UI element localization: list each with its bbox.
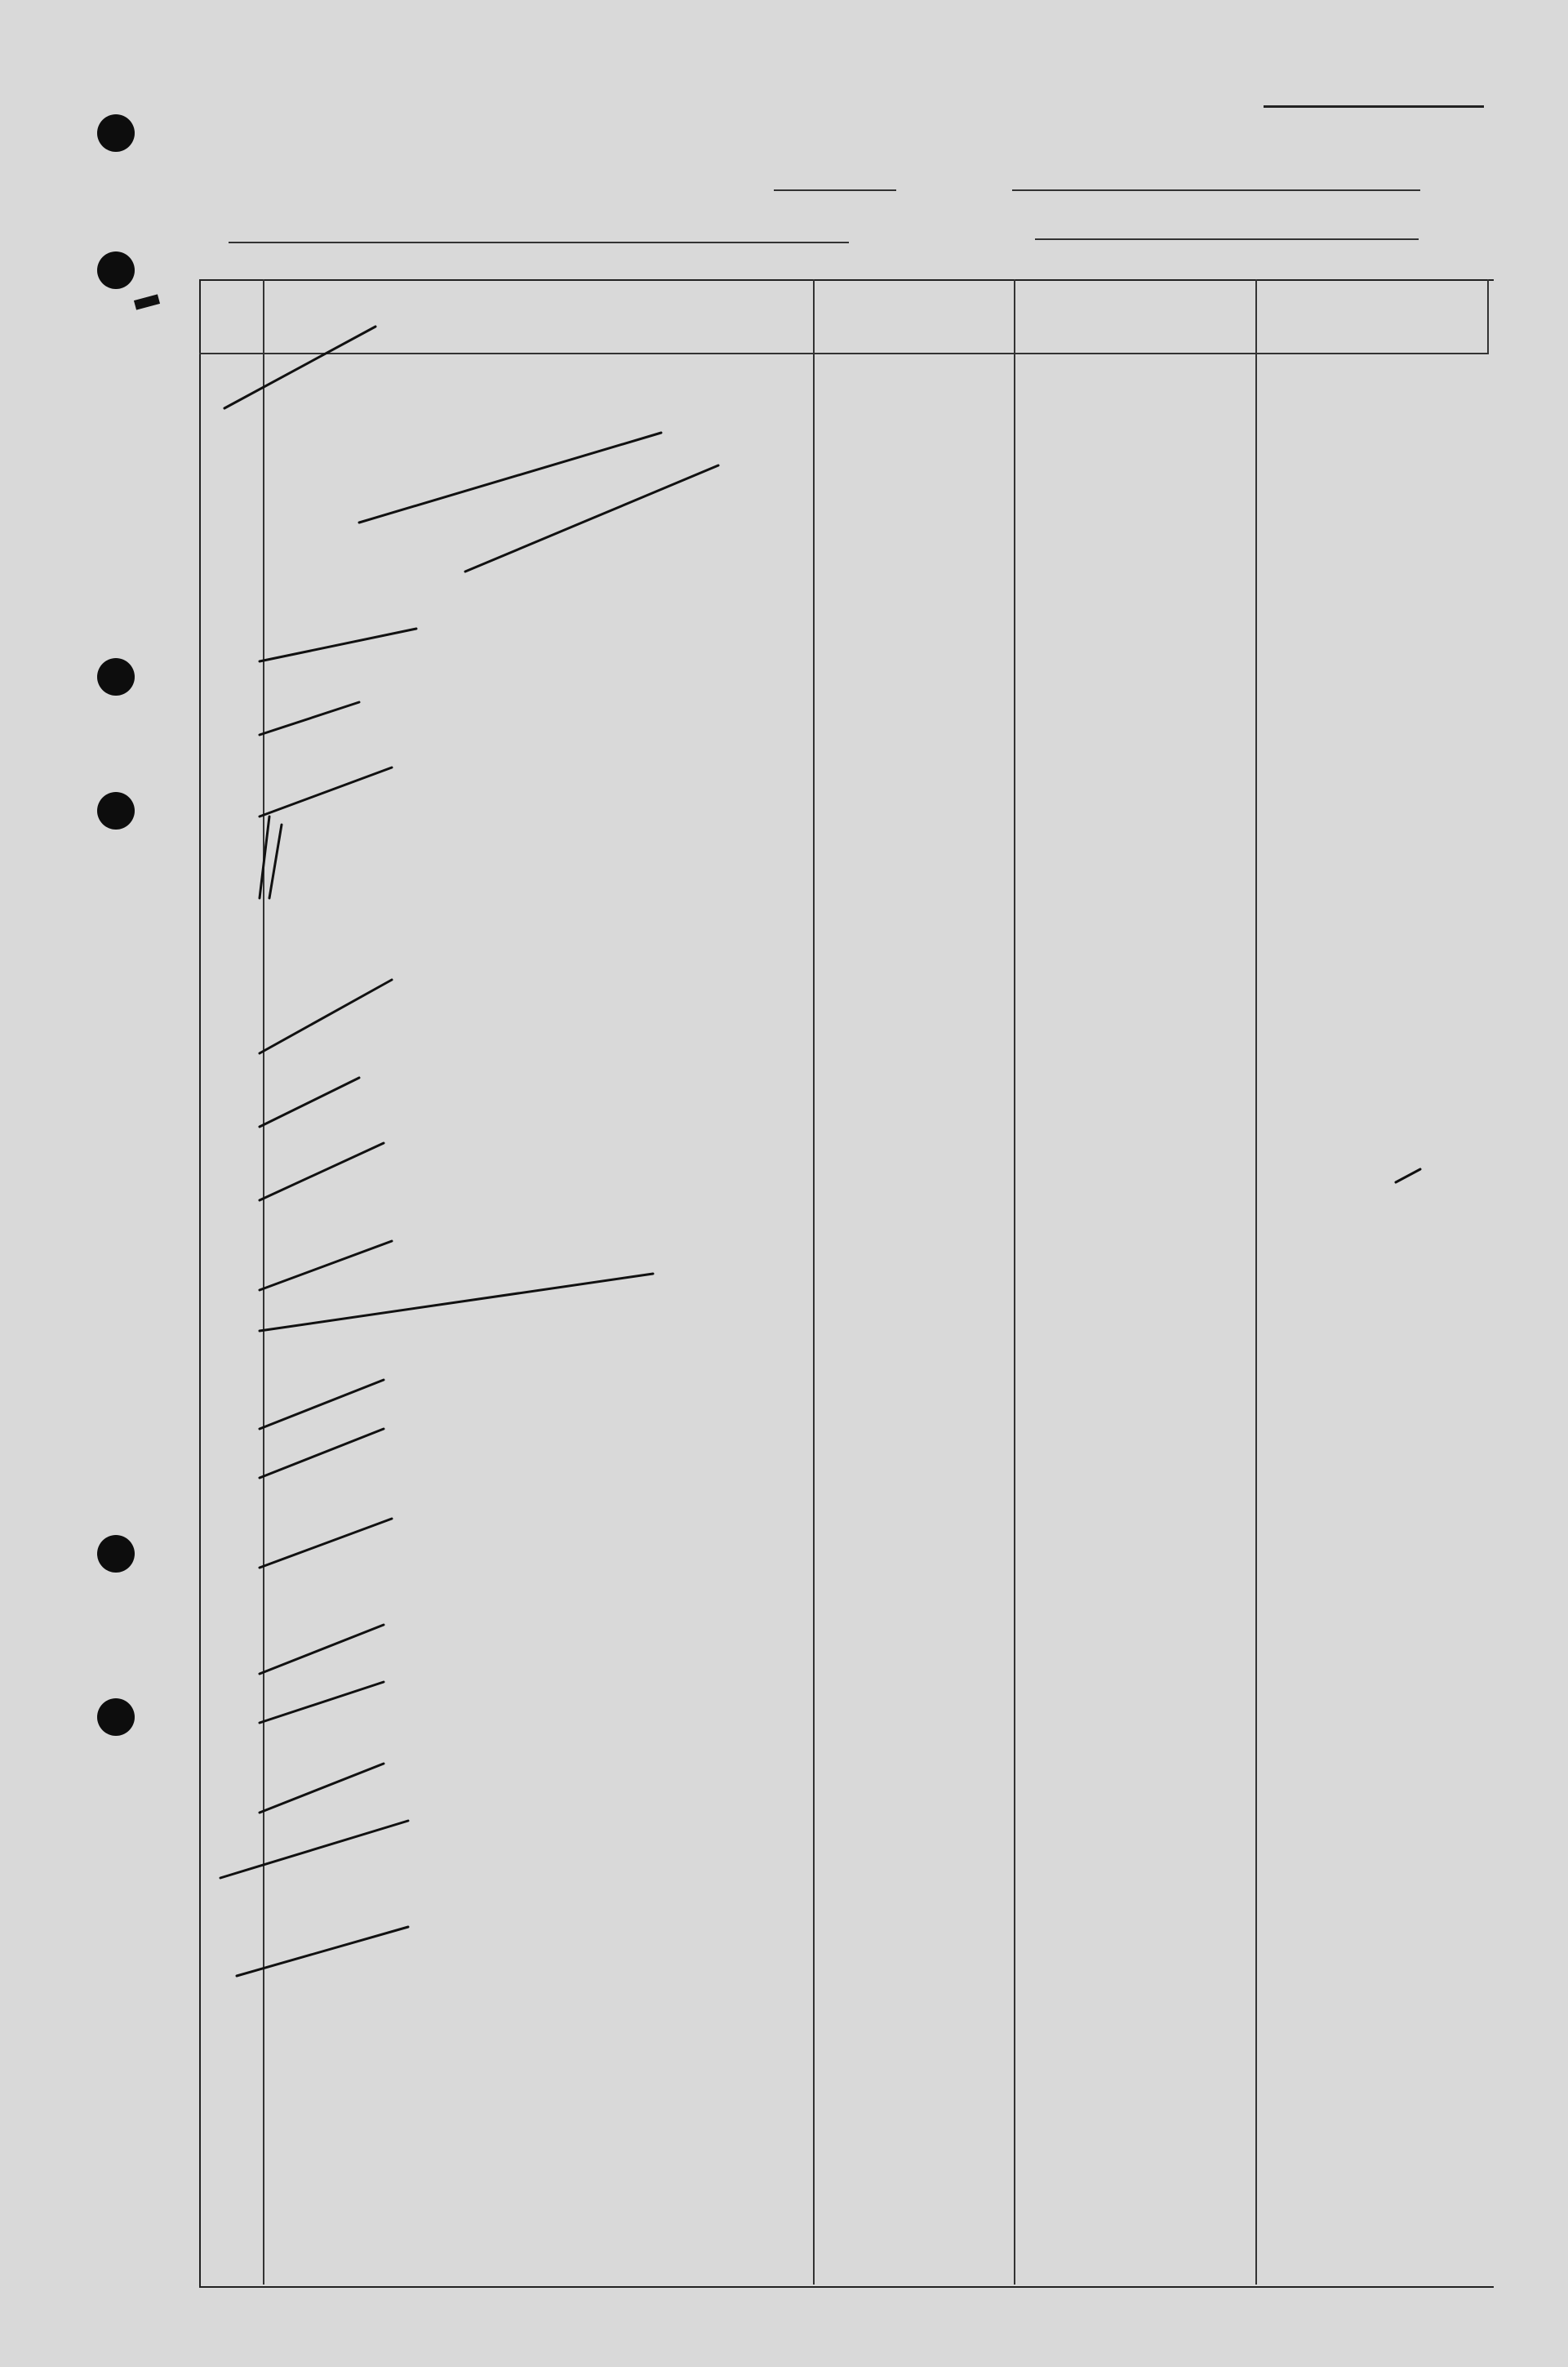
- check-stroke: [220, 1821, 408, 1878]
- check-stroke: [260, 1274, 653, 1331]
- check-stroke: [260, 1241, 392, 1290]
- check-stroke: [260, 980, 392, 1053]
- check-stroke: [465, 465, 718, 572]
- check-stroke: [260, 1078, 359, 1127]
- check-stroke: [260, 1143, 384, 1200]
- check-stroke: [260, 1429, 384, 1478]
- check-stroke: [260, 702, 359, 735]
- check-stroke: [260, 1682, 384, 1723]
- check-stroke: [260, 629, 416, 661]
- check-stroke: [224, 327, 375, 408]
- check-stroke: [260, 1519, 392, 1568]
- check-stroke: [260, 816, 282, 898]
- check-stroke: [1396, 1169, 1420, 1182]
- check-stroke: [237, 1927, 408, 1976]
- check-stroke: [260, 767, 392, 816]
- check-stroke: [260, 1625, 384, 1674]
- check-stroke: [260, 1764, 384, 1813]
- check-stroke: [260, 1380, 384, 1429]
